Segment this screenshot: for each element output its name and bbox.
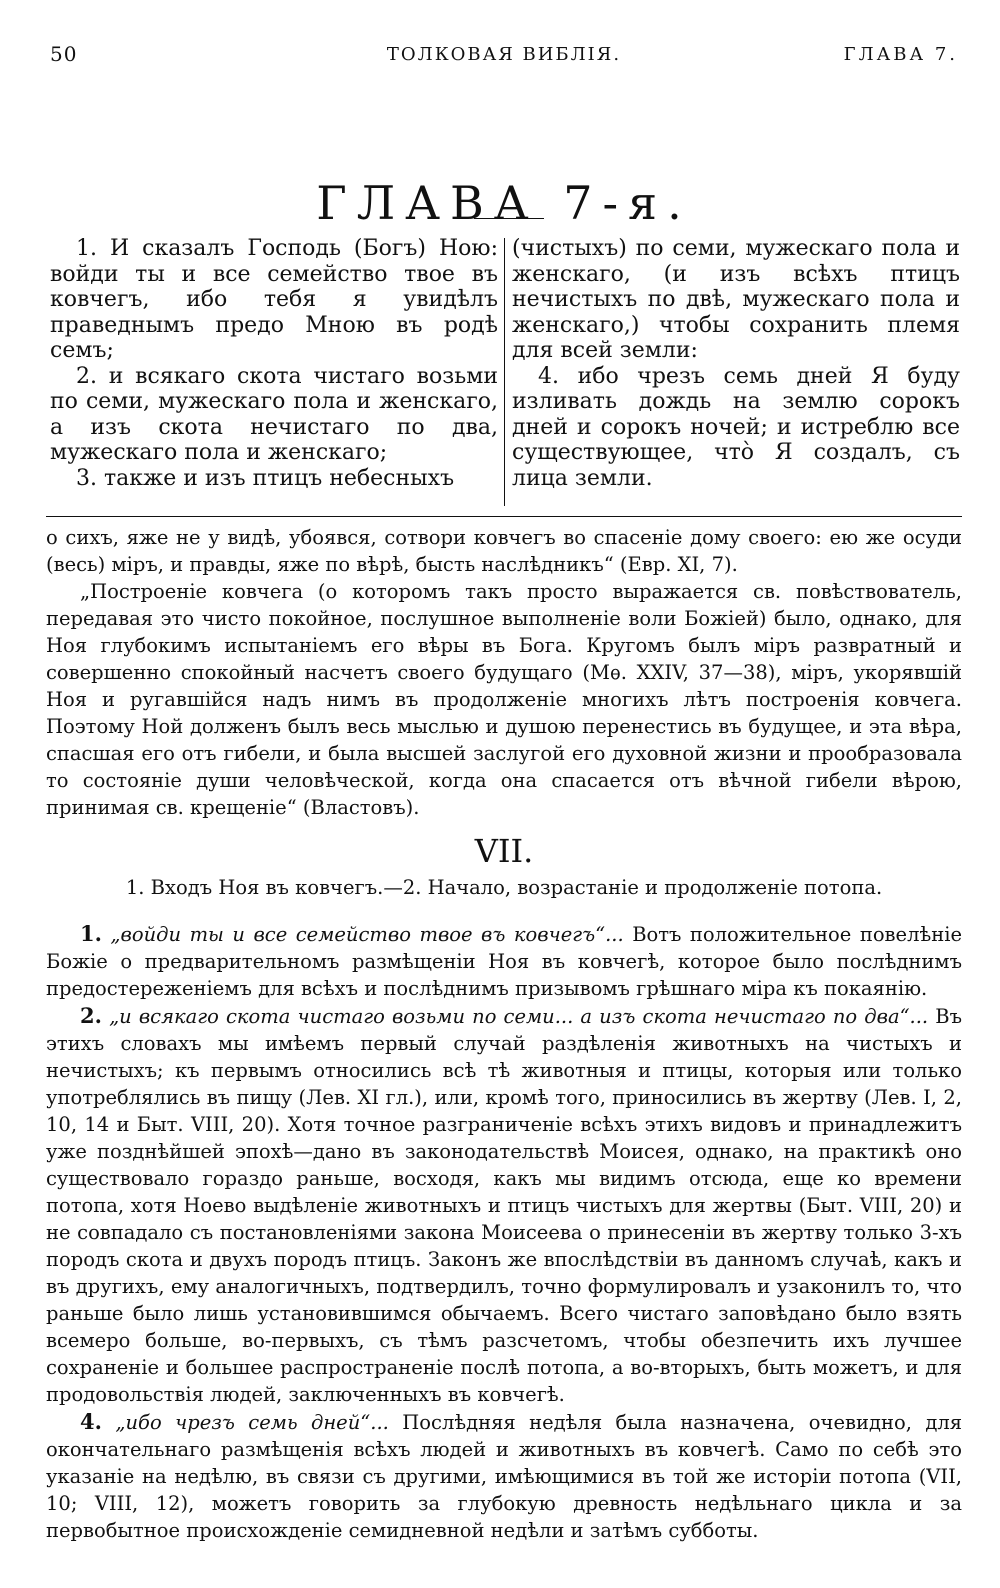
page-number: 50 — [50, 42, 78, 66]
verse-notes — [46, 920, 962, 1544]
scripture-column-left — [46, 236, 498, 491]
verse-3: 3. также и изъ птицъ небесныхъ — [76, 465, 455, 491]
commentary-paragraph: о сихъ, яже не у видѣ, убоявся, сотвори ковчегъ во спасеніе дому своего: ею же осуди (весь) міръ, и правды, яже по вѣрѣ, бысть наслѣдникъ“ (Евр. XI, 7). — [46, 526, 962, 576]
commentary-paragraph: „Построеніе ковчега (о которомъ такъ просто выражается св. повѣствователь, передавая это чисто покойное, послушное выполненіе воли Божіей) было, однако, для Ноя глубокимъ испытаніемъ его вѣры въ Бога. Кругомъ былъ міръ развратный и совершенно спокойный насчетъ своего будущаго (Мѳ. XXIV, 37—38), міръ, укорявшій Ноя и ругавшійся надъ нимъ въ продолженіе многихъ лѣтъ построенія ковчега. Поэтому Ной долженъ былъ весь мыслью и душою перенестись въ будущее, и эта вѣра, спасшая его отъ гибели, и была высшей заслугой его духовной жизни и прообразовала то состояніе души человѣческой, когда она спасается отъ вѣчной гибели вѣрою, принимая св. крещеніе“ (Властовъ). — [46, 580, 962, 819]
book-title: ТОЛКОВАЯ ВИБЛІЯ. — [386, 44, 622, 65]
note-text: Послѣдняя недѣля была назначена, очевидно, для окончательнаго размѣщенія всѣхъ людей и животныхъ въ ковчегѣ. Само по себѣ это указаніе на недѣлю, въ связи съ другими, имѣющимися въ той же исторіи потопа (VII, 10; VIII, 12), можетъ говорить за глубокую древность недѣльнаго цикла и за первобытное происхожденіе семидневной недѣли и затѣмъ субботы. — [46, 1411, 963, 1542]
note-number: 1. — [80, 921, 102, 946]
note-quote: „ибо чрезъ семь дней“... — [115, 1411, 389, 1434]
verse-2: 2. и всякаго скота чистаго возьми по семи, мужескаго пола и женскаго, а изъ скота нечистаго по два, мужескаго пола и женскаго; — [50, 363, 498, 465]
note-paragraph — [46, 920, 962, 1002]
running-head — [46, 42, 962, 72]
title-rule — [474, 218, 544, 219]
verse-1: 1. И сказалъ Господь (Богъ) Ною: войди ты и все семейство твое въ ковчегъ, ибо тебя я увидѣлъ праведнымъ предо Мною въ родѣ семъ; — [50, 236, 498, 363]
note-paragraph — [46, 1002, 962, 1408]
section-number: VII. — [474, 832, 534, 870]
note-number: 2. — [80, 1003, 102, 1028]
verse-4: 4. ибо чрезъ семь дней Я буду изливать дождь на землю сорокъ дней и сорокъ ночей; и истреблю все существующее, что̀ Я создалъ, съ лица земли. — [512, 363, 960, 491]
scripture-column-right — [512, 236, 960, 491]
note-quote: „войди ты и все семейство твое въ ковчегъ“... — [110, 923, 624, 946]
note-paragraph — [46, 1408, 962, 1544]
note-text: Въ этихъ словахъ мы имѣемъ первый случай раздѣленія животныхъ на чистыхъ и нечистыхъ; къ первымъ относились всѣ тѣ животныя и птицы, которыя или только употреблялись въ пищу (Лев. XI гл.), или, кромѣ того, приносились въ жертву (Лев. I, 2, 10, 14 и Быт. VIII, 20). Хотя точное разграниченіе всѣхъ этихъ видовъ и принадлежитъ уже позднѣйшей эпохѣ—дано въ законодательствѣ Моисея, однако, на практикѣ оно существовало гораздо раньше, восходя, какъ мы видимъ отсюда, еще ко времени потопа, хотя Ноево выдѣленіе животныхъ и птицъ чистыхъ для жертвы (Быт. VIII, 20) и не совпадало съ постановленіями закона Моисеева о принесеніи въ жертву только 3-хъ породъ скота и двухъ породъ птицъ. Законъ же впослѣдствіи въ данномъ случаѣ, какъ и въ другихъ, ему аналогичныхъ, подтвердилъ, точно формулировалъ и узаконилъ то, что раньше было лишь установившимся обычаемъ. Всего чистаго заповѣдано было взять всемеро больше, во-первыхъ, съ тѣмъ разсчетомъ, чтобы обезпечить ихъ лучшее сохраненіе и большее распространеніе послѣ потопа, а во-вторыхъ, быть можетъ, и для продовольствія людей, заключенныхъ въ ковчегѣ. — [46, 1005, 963, 1406]
verse-3-continued: (чистыхъ) по семи, мужескаго пола и женскаго, (и изъ всѣхъ птицъ нечистыхъ по двѣ, мужескаго пола и женскаго,) чтобы сохранить племя для всей земли: — [512, 236, 960, 363]
chapter-title: ГЛАВА 7-я. — [316, 175, 692, 230]
column-divider — [504, 238, 505, 506]
note-number: 4. — [80, 1409, 102, 1434]
running-chapter: ГЛАВА 7. — [843, 44, 958, 65]
note-quote: „и всякаго скота чистаго возьми по семи... а изъ скота нечистаго по два“... — [109, 1005, 929, 1028]
commentary-top — [46, 524, 962, 821]
section-summary: 1. Входъ Ноя въ ковчегъ.—2. Начало, возрастаніе и продолженіе потопа. — [125, 876, 883, 899]
scripture-columns — [46, 236, 962, 508]
note-text: Вотъ положительное повелѣніе Божіе о предварительномъ размѣщеніи Ноя въ ковчегѣ, которое было послѣднимъ предостереженіемъ для всѣхъ и послѣднимъ призывомъ грѣшнаго міра къ покаянію. — [46, 923, 962, 1000]
book-page — [46, 0, 962, 1588]
section-rule — [46, 516, 962, 517]
